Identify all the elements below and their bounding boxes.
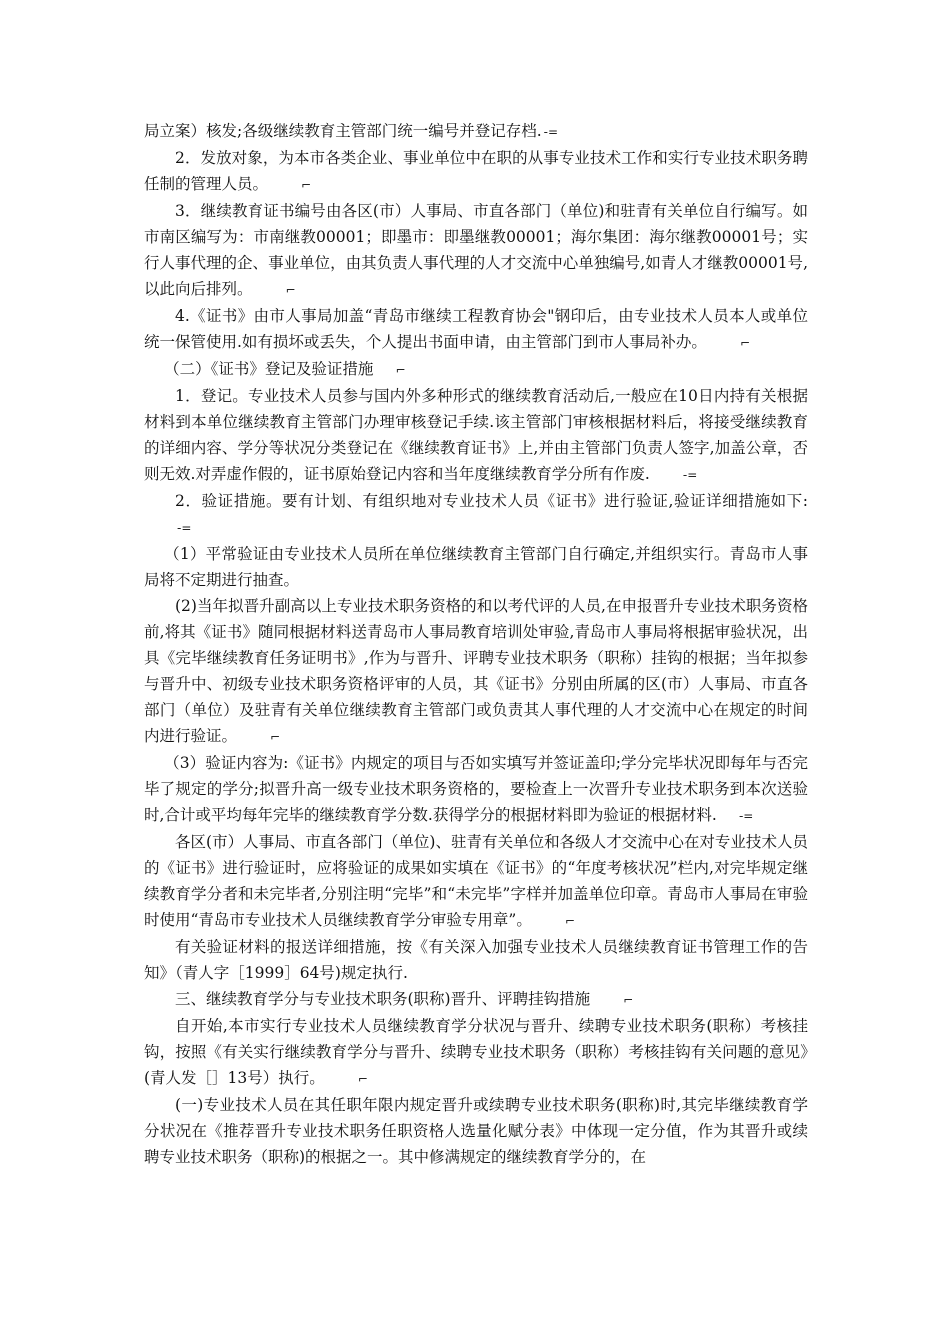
paragraph-11 — [144, 829, 808, 934]
paragraph-1 — [144, 118, 808, 145]
paragraph-mark: -= — [543, 125, 559, 139]
paragraph-text: 局立案）核发;各级继续教育主管部门统一编号并登记存档. — [144, 122, 542, 140]
paragraph-4 — [144, 303, 808, 356]
paragraph-10 — [144, 750, 808, 829]
paragraph-mark: ⌐ — [270, 730, 281, 744]
paragraph-mark: ⌐ — [623, 993, 634, 1007]
paragraph-2 — [144, 145, 808, 198]
paragraph-text: 3．继续教育证书编号由各区(市）人事局、市直各部门（单位)和驻青有关单位自行编写。如市南区编写为：市南继教00001；即墨市：即墨继教00001；海尔集团：海尔继教00001号；实行人事代理的企、事业单位，由其负责人事代理的人才交流中心单独编号,如青人才继教00001号,以此向后排列。 — [144, 202, 808, 298]
document-page — [144, 118, 808, 1170]
paragraph-text: 2．发放对象，为本市各类企业、事业单位中在职的从事专业技术工作和实行专业技术职务聘任制的管理人员。 — [144, 149, 808, 193]
paragraph-7 — [144, 488, 808, 541]
paragraph-text: （二）《证书》登记及验证措施 — [164, 360, 374, 378]
paragraph-text: 4.《证书》由市人事局加盖“青岛市继续工程教育协会"钢印后，由专业技术人员本人或单位统一保管使用.如有损坏或丢失，个人提出书面申请，由主管部门到市人事局补办。 — [144, 307, 808, 351]
paragraph-text: 有关验证材料的报送详细措施，按《有关深入加强专业技术人员继续教育证书管理工作的告知》（青人字［1999］64号)规定执行. — [144, 938, 808, 982]
paragraph-text: （1）平常验证由专业技术人员所在单位继续教育主管部门自行确定,并组织实行。青岛市人事局将不定期进行抽查。 — [144, 545, 808, 589]
paragraph-14 — [144, 1013, 808, 1092]
paragraph-text: 2．验证措施。要有计划、有组织地对专业技术人员《证书》进行验证,验证详细措施如下: — [175, 492, 808, 510]
paragraph-mark: ⌐ — [357, 1072, 368, 1086]
paragraph-text: 1．登记。专业技术人员参与国内外多种形式的继续教育活动后,一般应在10日内持有关根据材料到本单位继续教育主管部门办理审核登记手续.该主管部门审核根据材料后，将接受继续教育的详细内容、学分等状况分类登记在《继续教育证书》上,并由主管部门负责人签字,加盖公章，否则无效.对弄虚作假的，证书原始登记内容和当年度继续教育学分所有作废. — [144, 387, 808, 483]
paragraph-9 — [144, 593, 808, 750]
paragraph-mark: -= — [682, 468, 698, 482]
paragraph-mark: ⌐ — [564, 914, 575, 928]
section-heading-3 — [144, 986, 808, 1013]
paragraph-mark: ⌐ — [285, 283, 296, 297]
paragraph-3 — [144, 198, 808, 303]
paragraph-mark: ⌐ — [301, 178, 312, 192]
paragraph-text: 各区(市）人事局、市直各部门（单位)、驻青有关单位和各级人才交流中心在对专业技术人员的《证书》进行验证时，应将验证的成果如实填在《证书》的“年度考核状况”栏内,对完毕规定继续教育学分者和未完毕者,分别注明“完毕”和“未完毕”字样并加盖单位印章。青岛市人事局在审验时使用“青岛市专业技术人员继续教育学分审验专用章”。 — [144, 833, 808, 929]
paragraph-text: 自开始,本市实行专业技术人员继续教育学分状况与晋升、续聘专业技术职务(职称）考核挂钩，按照《有关实行继续教育学分与晋升、续聘专业技术职务（职称）考核挂钩有关问题的意见》(青人发［］13号）执行。 — [144, 1017, 808, 1087]
paragraph-text: （3）验证内容为:《证书》内规定的项目与否如实填写并签证盖印;学分完毕状况即每年与否完毕了规定的学分;拟晋升高一级专业技术职务资格的，要检查上一次晋升专业技术职务到本次送验时,合计或平均每年完毕的继续教育学分数.获得学分的根据材料即为验证的根据材料. — [144, 754, 808, 824]
paragraph-mark: -= — [177, 521, 192, 535]
paragraph-mark: ⌐ — [395, 363, 406, 377]
paragraph-12 — [144, 934, 808, 986]
paragraph-6 — [144, 383, 808, 488]
section-heading-2 — [144, 356, 808, 383]
paragraph-mark: -= — [738, 809, 754, 823]
paragraph-text: 三、继续教育学分与专业技术职务(职称)晋升、评聘挂钩措施 — [175, 990, 591, 1008]
paragraph-mark: ⌐ — [739, 336, 750, 350]
paragraph-text: (2)当年拟晋升副高以上专业技术职务资格的和以考代评的人员,在申报晋升专业技术职务资格前,将其《证书》随同根据材料送青岛市人事局教育培训处审验,青岛市人事局将根据审验状况，出具《完毕继续教育任务证明书》,作为与晋升、评聘专业技术职务（职称）挂钩的根据；当年拟参与晋升中、初级专业技术职务资格评审的人员，其《证书》分别由所属的区(市）人事局、市直各部门（单位）及驻青有关单位继续教育主管部门或负责其人事代理的人才交流中心在规定的时间内进行验证。 — [144, 597, 808, 745]
paragraph-15 — [144, 1092, 808, 1170]
paragraph-text: (一)专业技术人员在其任职年限内规定晋升或续聘专业技术职务(职称)时,其完毕继续教育学分状况在《推荐晋升专业技术职务任职资格人选量化赋分表》中体现一定分值，作为其晋升或续聘专业技术职务（职称)的根据之一。其中修满规定的继续教育学分的，在 — [144, 1096, 808, 1166]
paragraph-8 — [144, 541, 808, 593]
